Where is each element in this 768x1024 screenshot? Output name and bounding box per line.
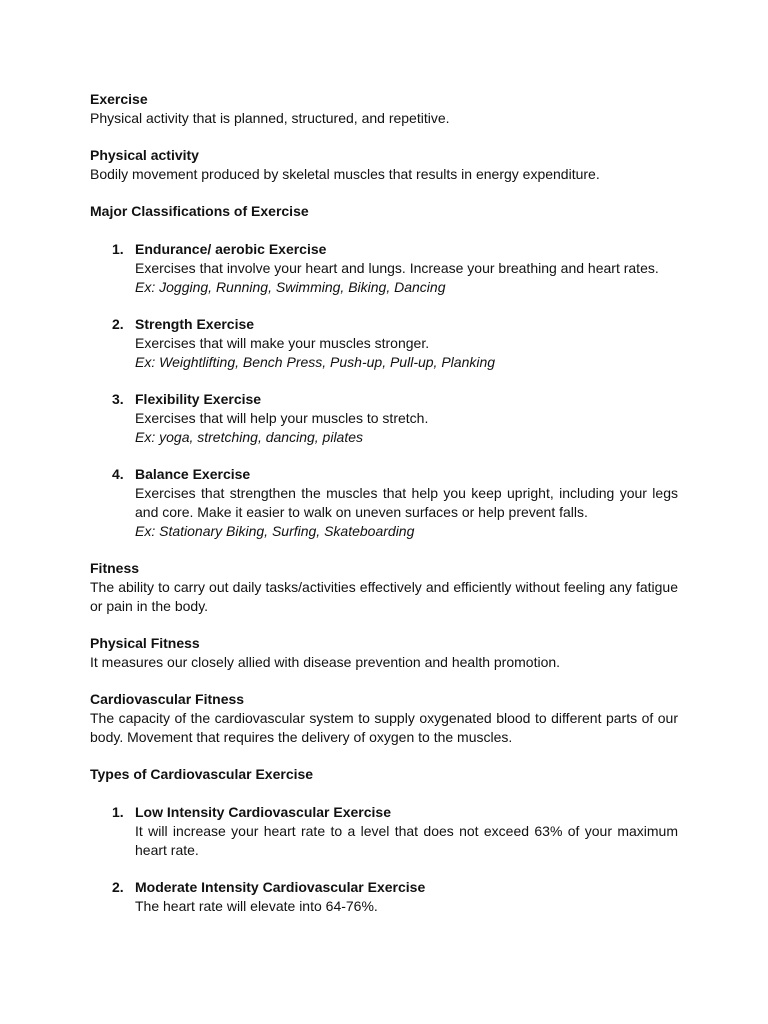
list-item — [90, 803, 678, 860]
term-definition: The capacity of the cardiovascular system to supply oxygenated blood to different parts of our body. Movement that requires the delivery of oxygen to the muscles. — [90, 710, 678, 745]
list-item-description: Exercises that involve your heart and lungs. Increase your breathing and heart rates. — [135, 260, 659, 276]
term-heading: Cardiovascular Fitness — [90, 691, 245, 707]
classifications-list — [90, 240, 678, 541]
list-item — [90, 878, 678, 916]
term-definition: It measures our closely allied with disease prevention and health promotion. — [90, 654, 561, 670]
list-number: 3. — [112, 391, 124, 407]
term-definition: Bodily movement produced by skeletal muscles that results in energy expenditure. — [90, 166, 600, 182]
term-definition: Physical activity that is planned, structured, and repetitive. — [90, 110, 450, 126]
term-heading: Exercise — [90, 91, 148, 107]
definition-fitness — [90, 559, 678, 616]
list-item-description: Exercises that strengthen the muscles that help you keep upright, including your legs and core. Make it easier to walk on uneven surfaces or help prevent falls. — [135, 485, 678, 520]
list-number: 1. — [112, 241, 124, 257]
list-item — [90, 390, 678, 447]
list-number: 1. — [112, 804, 124, 820]
list-item-title: Balance Exercise — [135, 466, 251, 482]
term-definition: The ability to carry out daily tasks/activities effectively and efficiently without feeling any fatigue or pain in the body. — [90, 579, 678, 614]
list-item-example: Ex: Stationary Biking, Surfing, Skateboarding — [135, 523, 415, 539]
list-item-title: Flexibility Exercise — [135, 391, 262, 407]
list-item-example: Ex: Jogging, Running, Swimming, Biking, Dancing — [135, 279, 446, 295]
list-item-title: Moderate Intensity Cardiovascular Exercise — [135, 879, 426, 895]
list-item — [90, 465, 678, 541]
cardio-types-list — [90, 803, 678, 916]
list-item-example: Ex: Weightlifting, Bench Press, Push-up, Pull-up, Planking — [135, 354, 496, 370]
list-number: 4. — [112, 466, 124, 482]
list-item-title: Endurance/ aerobic Exercise — [135, 241, 327, 257]
list-item-title: Strength Exercise — [135, 316, 255, 332]
list-item-description: Exercises that will make your muscles stronger. — [135, 335, 430, 351]
list-item-title: Low Intensity Cardiovascular Exercise — [135, 804, 391, 820]
list-number: 2. — [112, 316, 124, 332]
list-item-description: Exercises that will help your muscles to stretch. — [135, 410, 429, 426]
term-heading: Fitness — [90, 560, 140, 576]
list-item — [90, 315, 678, 372]
definition-physical-fitness — [90, 634, 678, 672]
list-item — [90, 240, 678, 297]
list-number: 2. — [112, 879, 124, 895]
list-item-description: The heart rate will elevate into 64-76%. — [135, 898, 378, 914]
definition-exercise — [90, 90, 678, 128]
list-item-description: It will increase your heart rate to a level that does not exceed 63% of your maximum heart rate. — [135, 823, 678, 858]
classifications-heading: Major Classifications of Exercise — [90, 203, 309, 219]
cardio-types-heading: Types of Cardiovascular Exercise — [90, 766, 314, 782]
term-heading: Physical activity — [90, 147, 199, 163]
term-heading: Physical Fitness — [90, 635, 200, 651]
definition-cardiovascular-fitness — [90, 690, 678, 747]
list-item-example: Ex: yoga, stretching, dancing, pilates — [135, 429, 364, 445]
definition-physical-activity — [90, 146, 678, 184]
document-content — [90, 90, 678, 934]
